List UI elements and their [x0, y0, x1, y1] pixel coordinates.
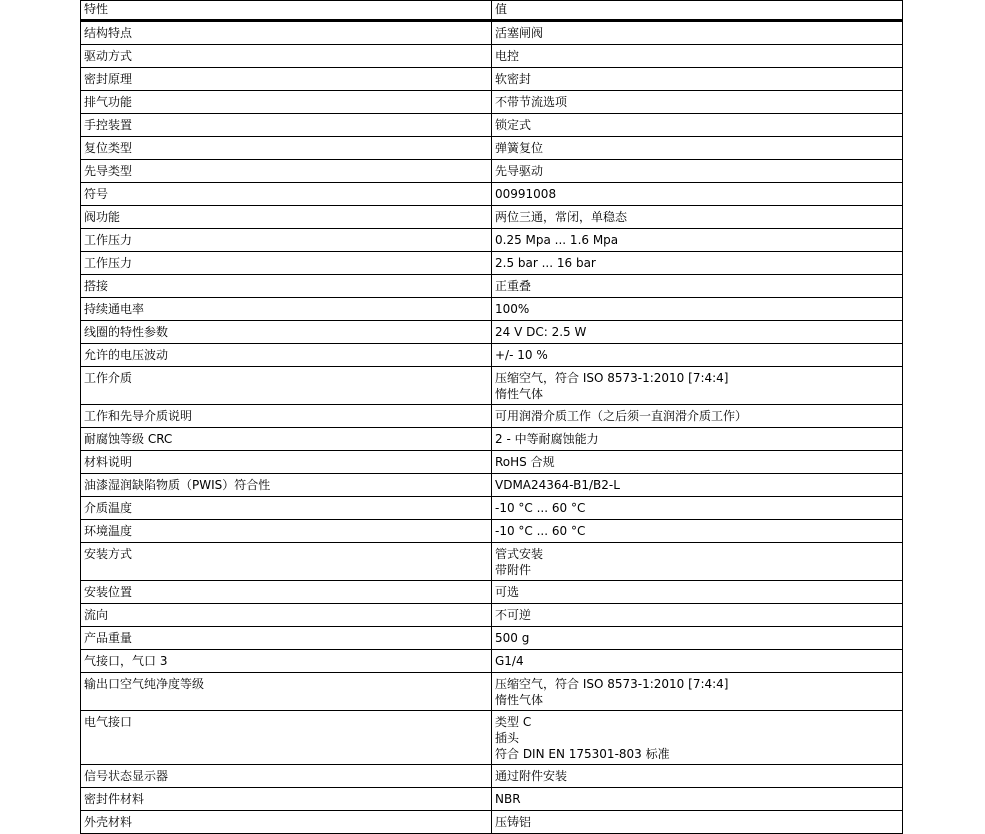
spec-table: [80, 0, 903, 834]
table-row: [81, 206, 903, 229]
table-header-row: [81, 1, 903, 21]
property-label: 工作和先导介质说明: [81, 405, 492, 428]
property-label: 持续通电率: [81, 298, 492, 321]
property-value-line: 带附件: [495, 563, 532, 577]
table-row: [81, 252, 903, 275]
table-body: [81, 21, 903, 834]
property-label: 工作介质: [81, 367, 492, 405]
property-value-line: 可选: [495, 585, 520, 599]
property-value: [492, 91, 903, 114]
property-label: 先导类型: [81, 160, 492, 183]
property-value: [492, 497, 903, 520]
table-row: [81, 160, 903, 183]
property-value-line: VDMA24364-B1/B2-L: [495, 478, 620, 492]
table-row: [81, 604, 903, 627]
property-value-line: 插头: [495, 731, 520, 745]
property-label: 油漆湿润缺陷物质（PWIS）符合性: [81, 474, 492, 497]
property-value-line: 惰性气体: [495, 387, 544, 401]
property-value: [492, 344, 903, 367]
property-value: [492, 321, 903, 344]
table-row: [81, 543, 903, 581]
property-label: 外壳材料: [81, 811, 492, 834]
property-value: [492, 183, 903, 206]
property-value-line: 管式安装: [495, 547, 544, 561]
property-value-line: 类型 C: [495, 715, 532, 729]
property-value-line: 软密封: [495, 72, 532, 86]
property-label: 排气功能: [81, 91, 492, 114]
property-label: 阀功能: [81, 206, 492, 229]
table-row: [81, 788, 903, 811]
property-value: [492, 137, 903, 160]
property-label: 工作压力: [81, 252, 492, 275]
property-label: 结构特点: [81, 21, 492, 45]
table-row: [81, 137, 903, 160]
property-value-line: 活塞闸阀: [495, 26, 544, 40]
property-value: [492, 650, 903, 673]
property-label: 安装方式: [81, 543, 492, 581]
table-row: [81, 474, 903, 497]
column-header-property: 特性: [81, 1, 492, 21]
property-label: 符号: [81, 183, 492, 206]
table-row: [81, 650, 903, 673]
property-value: [492, 543, 903, 581]
property-value-line: 100%: [495, 302, 530, 316]
table-row: [81, 183, 903, 206]
table-row: [81, 114, 903, 137]
property-value-line: 正重叠: [495, 279, 532, 293]
property-value: [492, 367, 903, 405]
property-value-line: 电控: [495, 49, 520, 63]
property-value: [492, 229, 903, 252]
table-row: [81, 520, 903, 543]
table-row: [81, 765, 903, 788]
property-label: 手控装置: [81, 114, 492, 137]
property-value-line: 弹簧复位: [495, 141, 544, 155]
property-label: 密封件材料: [81, 788, 492, 811]
property-value-line: 惰性气体: [495, 693, 544, 707]
property-value: [492, 811, 903, 834]
property-value-line: -10 °C ... 60 °C: [495, 524, 586, 538]
table-row: [81, 91, 903, 114]
property-value-line: 可用润滑介质工作（之后须一直润滑介质工作）: [495, 409, 748, 423]
property-label: 工作压力: [81, 229, 492, 252]
property-value: [492, 765, 903, 788]
table-row: [81, 627, 903, 650]
property-value-line: 压铸铝: [495, 815, 532, 829]
property-value: [492, 520, 903, 543]
property-value: [492, 627, 903, 650]
property-label: 密封原理: [81, 68, 492, 91]
property-label: 搭接: [81, 275, 492, 298]
property-value-line: NBR: [495, 792, 521, 806]
table-row: [81, 298, 903, 321]
property-label: 环境温度: [81, 520, 492, 543]
property-label: 安装位置: [81, 581, 492, 604]
property-value-line: 锁定式: [495, 118, 532, 132]
property-label: 气接口，气口 3: [81, 650, 492, 673]
property-value-line: 24 V DC: 2.5 W: [495, 325, 587, 339]
table-row: [81, 344, 903, 367]
property-value-line: 压缩空气，符合 ISO 8573-1:2010 [7:4:4]: [495, 677, 729, 691]
property-value: [492, 206, 903, 229]
property-value-line: G1/4: [495, 654, 524, 668]
table-row: [81, 321, 903, 344]
property-label: 电气接口: [81, 711, 492, 765]
table-row: [81, 68, 903, 91]
column-header-value: 值: [492, 1, 903, 21]
property-label: 允许的电压波动: [81, 344, 492, 367]
property-value-line: 先导驱动: [495, 164, 544, 178]
property-value: [492, 160, 903, 183]
property-label: 驱动方式: [81, 45, 492, 68]
property-label: 耐腐蚀等级 CRC: [81, 428, 492, 451]
property-value-line: -10 °C ... 60 °C: [495, 501, 586, 515]
table-row: [81, 711, 903, 765]
property-value-line: 通过附件安装: [495, 769, 568, 783]
property-value: [492, 581, 903, 604]
property-value: [492, 451, 903, 474]
property-label: 流向: [81, 604, 492, 627]
property-label: 复位类型: [81, 137, 492, 160]
property-value: [492, 298, 903, 321]
property-value: [492, 45, 903, 68]
table-row: [81, 428, 903, 451]
property-label: 输出口空气纯净度等级: [81, 673, 492, 711]
property-value-line: 500 g: [495, 631, 530, 645]
property-value: [492, 252, 903, 275]
table-row: [81, 497, 903, 520]
table-row: [81, 581, 903, 604]
property-label: 信号状态显示器: [81, 765, 492, 788]
table-row: [81, 367, 903, 405]
property-value-line: 符合 DIN EN 175301-803 标准: [495, 747, 670, 761]
table-row: [81, 275, 903, 298]
table-row: [81, 45, 903, 68]
property-value-line: 两位三通，常闭，单稳态: [495, 210, 628, 224]
property-value: [492, 428, 903, 451]
table-row: [81, 451, 903, 474]
property-value: [492, 604, 903, 627]
property-value-line: 00991008: [495, 187, 557, 201]
property-value: [492, 21, 903, 45]
table-row: [81, 21, 903, 45]
property-value: [492, 711, 903, 765]
property-label: 线圈的特性参数: [81, 321, 492, 344]
property-value-line: 不可逆: [495, 608, 532, 622]
property-label: 产品重量: [81, 627, 492, 650]
property-value: [492, 405, 903, 428]
property-value-line: RoHS 合规: [495, 455, 555, 469]
property-value-line: +/- 10 %: [495, 348, 548, 362]
property-value-line: 不带节流选项: [495, 95, 568, 109]
property-value-line: 0.25 Mpa ... 1.6 Mpa: [495, 233, 619, 247]
property-value: [492, 68, 903, 91]
property-value-line: 2 - 中等耐腐蚀能力: [495, 432, 599, 446]
property-value-line: 压缩空气，符合 ISO 8573-1:2010 [7:4:4]: [495, 371, 729, 385]
property-value: [492, 788, 903, 811]
property-label: 材料说明: [81, 451, 492, 474]
table-row: [81, 811, 903, 834]
table-row: [81, 229, 903, 252]
table-row: [81, 673, 903, 711]
property-value: [492, 114, 903, 137]
property-value: [492, 474, 903, 497]
property-value: [492, 673, 903, 711]
property-value: [492, 275, 903, 298]
property-label: 介质温度: [81, 497, 492, 520]
table-row: [81, 405, 903, 428]
property-value-line: 2.5 bar ... 16 bar: [495, 256, 596, 270]
